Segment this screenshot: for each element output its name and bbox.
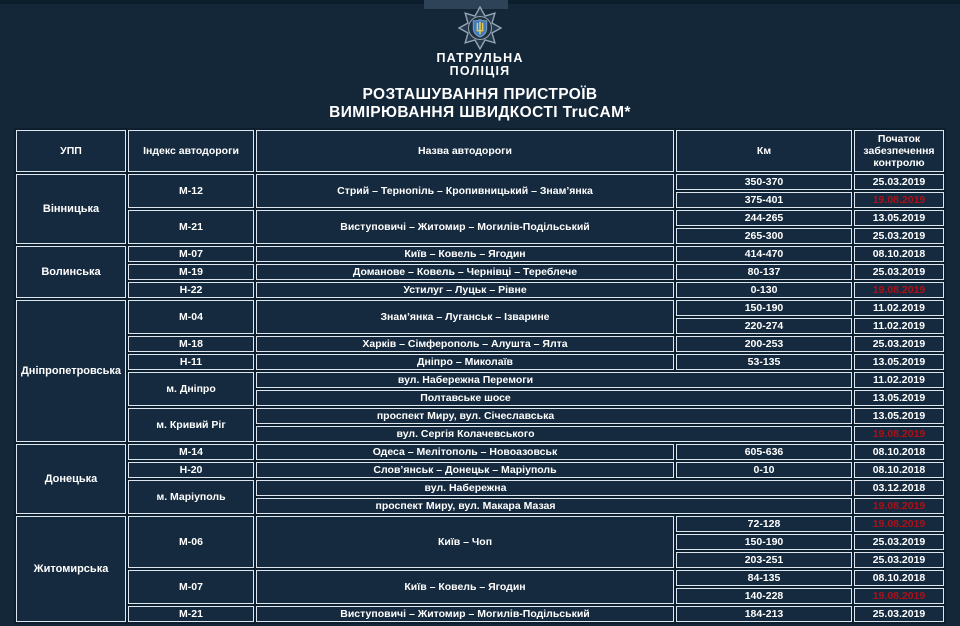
table-row	[16, 282, 944, 298]
km-cell: 0-130	[676, 282, 852, 298]
date-cell: 03.12.2018	[854, 480, 944, 496]
table-row	[16, 354, 944, 370]
region-cell: Житомирська	[16, 516, 126, 622]
date-cell: 13.05.2019	[854, 408, 944, 424]
date-cell: 11.02.2019	[854, 318, 944, 334]
road-index-cell: М-07	[128, 570, 254, 604]
date-cell: 25.03.2019	[854, 336, 944, 352]
date-cell: 19.08.2019	[854, 516, 944, 532]
org-name-line2: ПОЛІЦІЯ	[449, 63, 511, 78]
page-title-line2: ВИМІРЮВАННЯ ШВИДКОСТІ TruCAM*	[329, 103, 631, 121]
date-cell: 25.03.2019	[854, 534, 944, 550]
street-name-cell: Полтавське шосе	[256, 390, 852, 406]
table-row	[16, 264, 944, 280]
date-cell: 11.02.2019	[854, 372, 944, 388]
km-cell: 220-274	[676, 318, 852, 334]
table-row	[16, 210, 944, 226]
table-row	[16, 300, 944, 316]
km-cell: 72-128	[676, 516, 852, 532]
road-name-cell: Слов’янськ – Донецьк – Маріуполь	[256, 462, 674, 478]
column-header-road-name: Назва автодороги	[256, 130, 674, 172]
km-cell: 375-401	[676, 192, 852, 208]
date-cell: 19.08.2019	[854, 588, 944, 604]
table-row	[16, 570, 944, 586]
road-index-cell: М-12	[128, 174, 254, 208]
road-index-cell: М-21	[128, 606, 254, 622]
date-cell: 19.08.2019	[854, 498, 944, 514]
date-cell: 25.03.2019	[854, 606, 944, 622]
road-index-cell: М-21	[128, 210, 254, 244]
date-cell: 25.03.2019	[854, 552, 944, 568]
table-row	[16, 408, 944, 424]
region-cell: Донецька	[16, 444, 126, 514]
region-cell: Волинська	[16, 246, 126, 298]
road-name-cell: Стрий – Тернопіль – Кропивницький – Знам’янка	[256, 174, 674, 208]
km-cell: 84-135	[676, 570, 852, 586]
date-cell: 25.03.2019	[854, 264, 944, 280]
date-cell: 13.05.2019	[854, 210, 944, 226]
road-index-cell: М-06	[128, 516, 254, 568]
road-name-cell: Знам’янка – Луганськ – Ізварине	[256, 300, 674, 334]
date-cell: 11.02.2019	[854, 300, 944, 316]
km-cell: 53-135	[676, 354, 852, 370]
km-cell: 184-213	[676, 606, 852, 622]
km-cell: 414-470	[676, 246, 852, 262]
road-name-cell: Виступовичі – Житомир – Могилів-Подільський	[256, 606, 674, 622]
km-cell: 140-228	[676, 588, 852, 604]
km-cell: 244-265	[676, 210, 852, 226]
table-row	[16, 480, 944, 496]
street-name-cell: вул. Набережна	[256, 480, 852, 496]
km-cell: 150-190	[676, 534, 852, 550]
date-cell: 19.08.2019	[854, 426, 944, 442]
km-cell: 150-190	[676, 300, 852, 316]
road-name-cell: Одеса – Мелітополь – Новоазовськ	[256, 444, 674, 460]
trucam-table	[14, 128, 946, 624]
org-name-line1: ПАТРУЛЬНА	[436, 51, 524, 65]
road-index-cell: м. Маріуполь	[128, 480, 254, 514]
km-cell: 605-636	[676, 444, 852, 460]
page-title-line1: РОЗТАШУВАННЯ ПРИСТРОЇВ	[362, 86, 598, 103]
table-row	[16, 336, 944, 352]
date-cell: 19.08.2019	[854, 282, 944, 298]
date-cell: 13.05.2019	[854, 390, 944, 406]
street-name-cell: проспект Миру, вул. Макара Мазая	[256, 498, 852, 514]
date-cell: 08.10.2018	[854, 246, 944, 262]
street-name-cell: вул. Сергія Колачевського	[256, 426, 852, 442]
road-index-cell: Н-22	[128, 282, 254, 298]
road-name-cell: Дніпро – Миколаїв	[256, 354, 674, 370]
road-index-cell: М-07	[128, 246, 254, 262]
road-index-cell: М-14	[128, 444, 254, 460]
street-name-cell: вул. Набережна Перемоги	[256, 372, 852, 388]
road-index-cell: М-18	[128, 336, 254, 352]
road-index-cell: м. Кривий Ріг	[128, 408, 254, 442]
road-name-cell: Виступовичі – Житомир – Могилів-Подільський	[256, 210, 674, 244]
km-cell: 0-10	[676, 462, 852, 478]
region-cell: Дніпропетровська	[16, 300, 126, 442]
road-index-cell: М-19	[128, 264, 254, 280]
date-cell: 25.03.2019	[854, 228, 944, 244]
table-header-row	[16, 130, 944, 172]
road-index-cell: м. Дніпро	[128, 372, 254, 406]
road-name-cell: Київ – Ковель – Ягодин	[256, 246, 674, 262]
km-cell: 200-253	[676, 336, 852, 352]
road-name-cell: Доманове – Ковель – Чернівці – Тереблече	[256, 264, 674, 280]
table-body	[16, 174, 944, 622]
table-row	[16, 174, 944, 190]
table-row	[16, 444, 944, 460]
road-name-cell: Київ – Чоп	[256, 516, 674, 568]
km-cell: 80-137	[676, 264, 852, 280]
column-header-road-index: Індекс автодороги	[128, 130, 254, 172]
page-title	[0, 86, 960, 121]
date-cell: 25.03.2019	[854, 174, 944, 190]
date-cell: 08.10.2018	[854, 444, 944, 460]
table-row	[16, 372, 944, 388]
km-cell: 350-370	[676, 174, 852, 190]
road-name-cell: Устилуг – Луцьк – Рівне	[256, 282, 674, 298]
region-cell: Вінницька	[16, 174, 126, 244]
column-header-upp: УПП	[16, 130, 126, 172]
date-cell: 08.10.2018	[854, 570, 944, 586]
table-row	[16, 516, 944, 532]
table-row	[16, 246, 944, 262]
road-name-cell: Київ – Ковель – Ягодин	[256, 570, 674, 604]
km-cell: 265-300	[676, 228, 852, 244]
road-index-cell: Н-11	[128, 354, 254, 370]
road-name-cell: Харків – Сімферополь – Алушта – Ялта	[256, 336, 674, 352]
column-header-control-start: Початок забезпечення контролю	[854, 130, 944, 172]
road-index-cell: Н-20	[128, 462, 254, 478]
road-index-cell: М-04	[128, 300, 254, 334]
km-cell: 203-251	[676, 552, 852, 568]
street-name-cell: проспект Миру, вул. Січеславська	[256, 408, 852, 424]
date-cell: 19.08.2019	[854, 192, 944, 208]
date-cell: 13.05.2019	[854, 354, 944, 370]
date-cell: 08.10.2018	[854, 462, 944, 478]
masthead	[0, 6, 960, 121]
table-row	[16, 606, 944, 622]
police-badge-icon	[458, 6, 502, 50]
column-header-km: Км	[676, 130, 852, 172]
table-row	[16, 462, 944, 478]
org-name	[0, 52, 960, 77]
